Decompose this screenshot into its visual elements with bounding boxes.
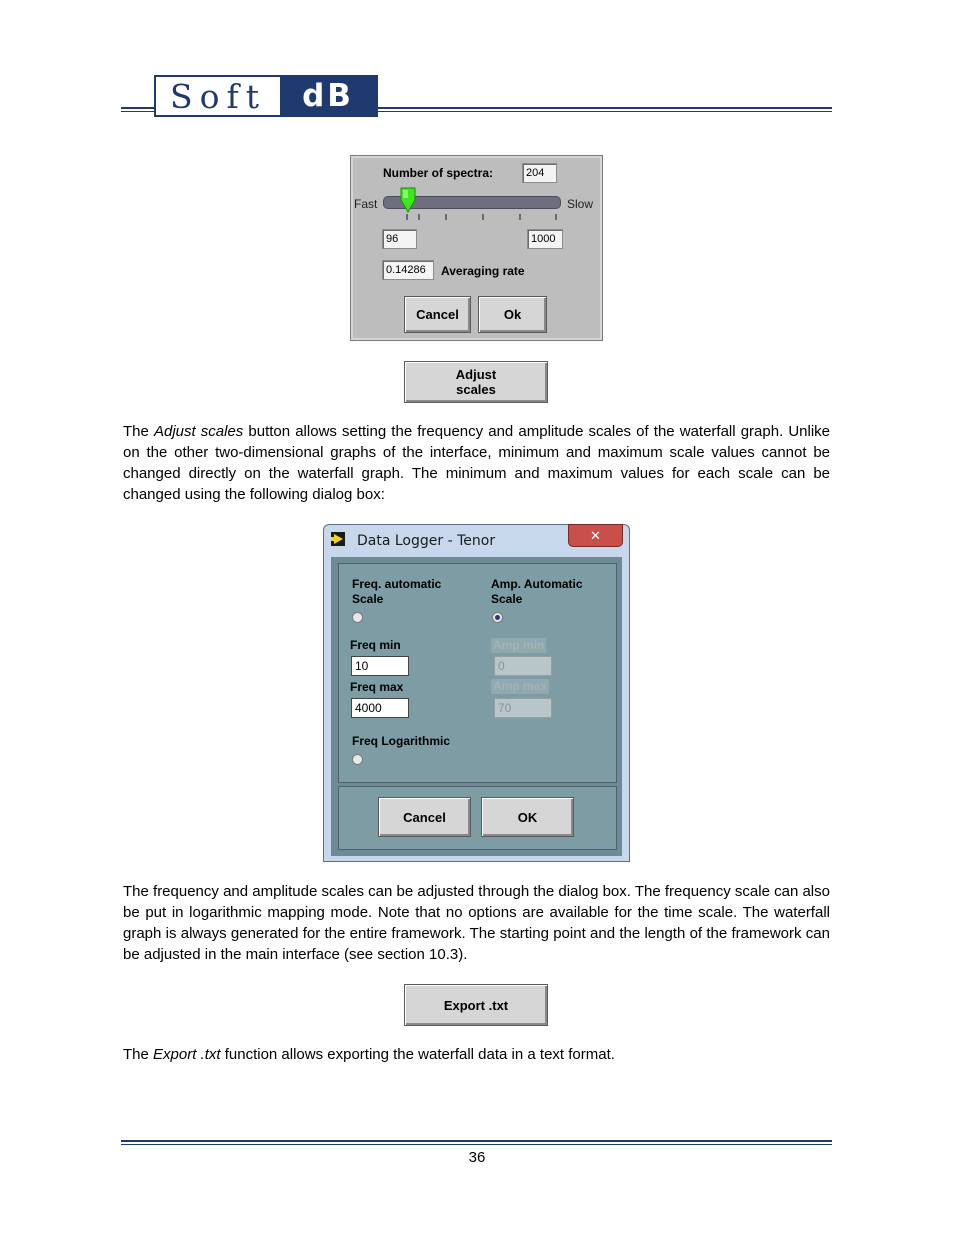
p1-italic: Adjust scales xyxy=(153,423,244,440)
header-rule-right-thin xyxy=(378,111,832,112)
footer-rule-thin xyxy=(121,1144,832,1145)
adjust-scales-line2: scales xyxy=(456,382,496,397)
logo-soft-text: Soft xyxy=(170,76,266,116)
page-number: 36 xyxy=(468,1149,486,1166)
p1-after: button allows setting the frequency and amplitude scales of the waterfall graph. Unlike on the other two-dimensional graphs of the interface, minimum and maximum scale values cannot be changed directly on the waterfall graph. The minimum and maximum values for each scale can be changed using the following dialog box: xyxy=(123,423,831,503)
averaging-cancel-button[interactable]: Cancel xyxy=(404,296,471,333)
paragraph-dialog-description: The frequency and amplitude scales can be adjusted through the dialog box. The frequency scale can also be put in logarithmic mapping mode. Note that no options are available for the time scale. The waterfall graph is always generated for the entire framework. The starting point and the length of the framework can be adjusted in the main interface (see section 10.3). xyxy=(123,883,830,963)
amp-min-label: Amp min xyxy=(493,638,545,652)
dialog-cancel-label: Cancel xyxy=(403,809,446,825)
logo-db-text: dB xyxy=(280,77,376,115)
adjust-scales-button[interactable] xyxy=(404,361,548,403)
p3-italic: Export .txt xyxy=(153,1046,221,1063)
dialog-title: Data Logger - Tenor xyxy=(357,533,496,549)
freq-min-input[interactable]: 10 xyxy=(351,656,409,676)
header-rule-left xyxy=(121,107,154,109)
num-spectra-input[interactable]: 204 xyxy=(522,163,557,183)
footer-rule xyxy=(121,1140,832,1142)
p1-before: The xyxy=(123,423,154,440)
dialog-ok-button[interactable] xyxy=(481,797,574,837)
averaging-ok-label: Ok xyxy=(503,307,522,322)
paragraph-adjust-scales xyxy=(123,421,830,505)
labview-icon xyxy=(331,532,345,546)
amp-min-input[interactable]: 0 xyxy=(494,656,552,676)
amp-auto-radio[interactable] xyxy=(492,612,503,623)
p3-after: function allows exporting the waterfall data in a text format. xyxy=(220,1046,615,1063)
averaging-ok-button[interactable] xyxy=(478,296,547,333)
softdb-logo xyxy=(154,75,378,117)
freq-min-label: Freq min xyxy=(350,638,401,652)
adjust-scales-line1: Adjust xyxy=(455,367,497,382)
freq-log-radio[interactable] xyxy=(352,754,363,765)
slider-thumb[interactable] xyxy=(399,186,417,214)
amp-max-label: Amp max xyxy=(493,679,548,693)
close-icon: ✕ xyxy=(590,527,601,543)
export-txt-label: Export .txt xyxy=(443,997,509,1013)
freq-auto-label-1: Freq. automatic xyxy=(352,577,442,591)
num-spectra-label: Number of spectra: xyxy=(383,166,494,180)
slider-min-input[interactable]: 96 xyxy=(382,229,417,249)
header-rule-left-thin xyxy=(121,111,154,112)
dialog-close-button[interactable] xyxy=(568,524,623,547)
freq-log-label: Freq Logarithmic xyxy=(352,734,451,748)
dialog-cancel-button[interactable] xyxy=(378,797,471,837)
amp-auto-label-1: Amp. Automatic xyxy=(491,577,583,591)
amp-max-input[interactable]: 70 xyxy=(494,698,552,718)
fast-label: Fast xyxy=(354,197,378,211)
amp-auto-label-2: Scale xyxy=(491,592,523,606)
p3-before: The xyxy=(123,1046,154,1063)
averaging-rate-label: Averaging rate xyxy=(441,264,525,278)
freq-max-input[interactable]: 4000 xyxy=(351,698,409,718)
freq-auto-radio[interactable] xyxy=(352,612,363,623)
freq-auto-label-2: Scale xyxy=(352,592,384,606)
dialog-ok-label: OK xyxy=(517,809,538,825)
slow-label: Slow xyxy=(567,197,594,211)
slider-max-input[interactable]: 1000 xyxy=(527,229,563,249)
export-txt-button[interactable] xyxy=(404,984,548,1026)
header-rule-right xyxy=(378,107,832,109)
paragraph-export xyxy=(123,1044,830,1065)
freq-max-label: Freq max xyxy=(350,680,404,694)
averaging-rate-value[interactable]: 0.14286 xyxy=(382,260,434,280)
